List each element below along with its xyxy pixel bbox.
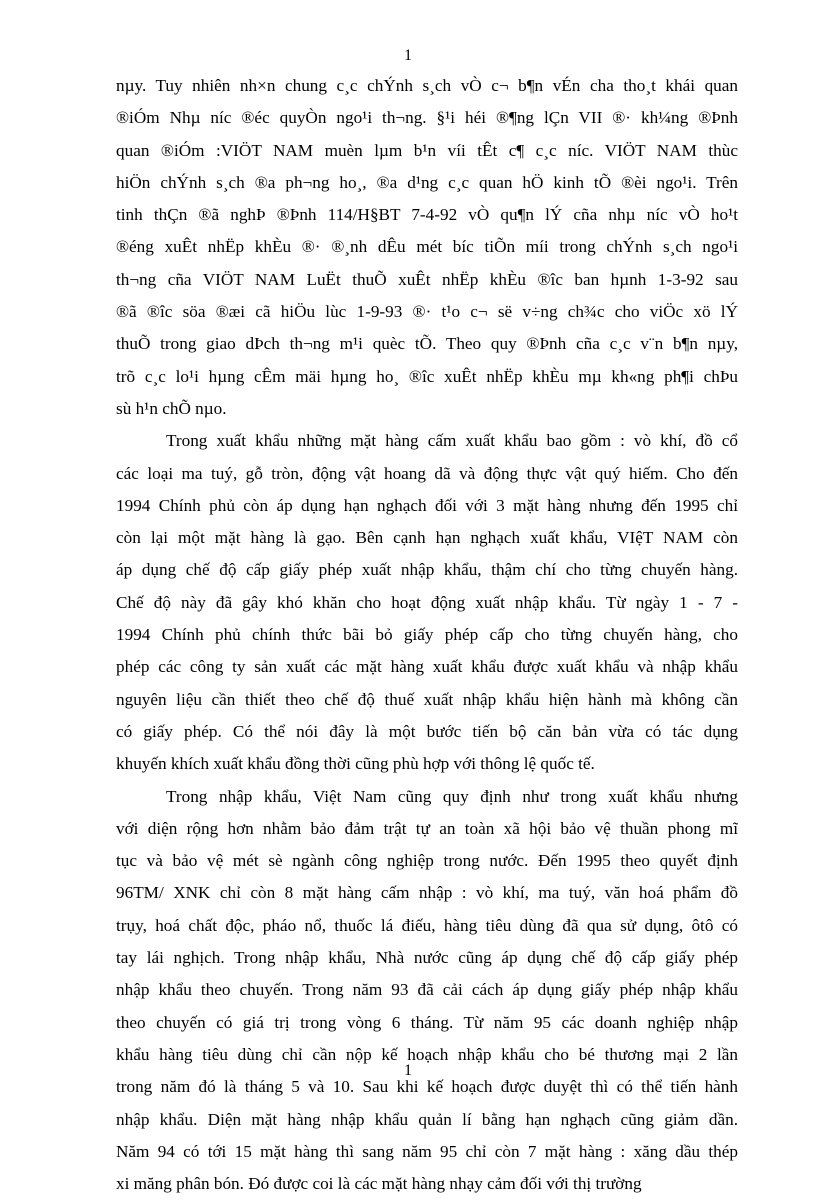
text-line: 1994 Chính phủ còn áp dụng hạn nghạch đối với 3 mặt hàng nhưng đến 1995 chỉ xyxy=(116,495,738,515)
text-line: phép các công ty sản xuất các mặt hàng xuất khẩu được xuất khẩu và nhập khẩu xyxy=(116,657,738,677)
page-number-bottom: 1 xyxy=(404,1062,412,1079)
paragraph xyxy=(116,70,738,425)
text-line: nguyên liệu cần thiết theo chế độ thuế xuất nhập khẩu hiện hành mà không cần xyxy=(116,689,738,709)
page-number-top: 1 xyxy=(404,47,412,64)
text-line: Chế độ này đã gây khó khăn cho hoạt động xuất nhập khẩu. Từ ngày 1 - 7 - xyxy=(116,592,738,612)
text-line: thuÕ trong giao dÞch th¬ng m¹i quèc tÕ. Theo quy ®Þnh cña c¸c v¨n b¶n nµy, xyxy=(116,334,738,354)
text-line: hiÖn chÝnh s¸ch ®a ph¬ng ho¸, ®a d¹ng c¸c quan hÖ kinh tÕ ®èi ngo¹i. Trên xyxy=(116,172,738,192)
text-line: áp dụng chế độ cấp giấy phép xuất nhập khẩu, thậm chí cho từng chuyến hàng. xyxy=(116,560,738,580)
text-line: có giấy phép. Có thể nói đây là một bước tiến bộ căn bản vừa có tác dụng xyxy=(116,721,738,741)
text-line: nµy. Tuy nhiên nh×n chung c¸c chÝnh s¸ch vÒ c¬ b¶n vÉn cha tho¸t khái quan xyxy=(116,76,738,95)
text-line: quan ®iÓm :VIÖT NAM muèn lµm b¹n víi tÊt c¶ c¸c níc. VIÖT NAM thùc xyxy=(116,140,738,160)
text-line: nhập khẩu theo chuyến. Trong năm 93 đã cải cách áp dụng giấy phép nhập khẩu xyxy=(116,980,738,1000)
text-line: với diện rộng hơn nhằm bảo đảm trật tự an toàn xã hội bảo vệ thuần phong mĩ xyxy=(116,818,738,838)
text-line: còn lại một mặt hàng là gạo. Bên cạnh hạn nghạch xuất khẩu, VIệT NAM còn xyxy=(116,528,738,548)
text-line: ®ã ®îc söa ®æi cã hiÖu lùc 1-9-93 ®· t¹o c¬ së v÷ng ch¾c cho viÖc xö lÝ xyxy=(116,302,738,322)
text-line: khẩu hàng tiêu dùng chỉ cần nộp kế hoạch nhập khẩu cho bé thương mại 2 lần xyxy=(116,1044,738,1064)
text-line: khuyến khích xuất khẩu đồng thời cũng phù hợp với thông lệ quốc tế. xyxy=(116,754,595,774)
paragraph xyxy=(116,425,738,780)
text-line: Năm 94 có tới 15 mặt hàng thì sang năm 95 chỉ còn 7 mặt hàng : xăng dầu thép xyxy=(116,1141,738,1161)
text-line: theo chuyến có giá trị trong vòng 6 tháng. Từ năm 95 các doanh nghiệp nhập xyxy=(116,1012,738,1032)
text-line: trụy, hoá chất độc, pháo nổ, thuốc lá điếu, hàng tiêu dùng đã qua sử dụng, ôtô có xyxy=(116,915,738,935)
document-body xyxy=(116,70,738,1200)
text-line: tục và bảo vệ mét sè ngành công nghiệp trong nước. Đến 1995 theo quyết định xyxy=(116,851,738,871)
text-line: sù h¹n chÕ nµo. xyxy=(116,398,227,418)
text-line: trong năm đó là tháng 5 và 10. Sau khi kế hoạch được duyệt thì có thể tiến hành xyxy=(116,1077,738,1097)
text-line: Trong nhập khẩu, Việt Nam cũng quy định như trong xuất khẩu nhưng xyxy=(166,786,738,806)
text-line: trõ c¸c lo¹i hµng cÊm mäi hµng ho¸ ®îc xuÊt nhËp khÈu mµ kh«ng ph¶i chÞu xyxy=(116,366,738,386)
text-line: 1994 Chính phủ chính thức bãi bỏ giấy phép cấp cho từng chuyến hàng, cho xyxy=(116,625,738,645)
text-line: th¬ng cña VIÖT NAM LuËt thuÕ xuÊt nhËp khÈu ®îc ban hµnh 1-3-92 sau xyxy=(116,269,738,289)
text-line: xi măng phân bón. Đó được coi là các mặt hàng nhạy cảm đối với thị trường xyxy=(116,1174,642,1194)
paragraph xyxy=(116,781,738,1200)
text-line: Trong xuất khẩu những mặt hàng cấm xuất khẩu bao gồm : vò khí, đồ cổ xyxy=(166,431,738,451)
text-line: ®éng xuÊt nhËp khÈu ®· ®¸nh dÊu mét bíc tiÕn míi trong chÝnh s¸ch ngo¹i xyxy=(116,237,738,257)
text-line: nhập khẩu. Diện mặt hàng nhập khẩu quản lí bằng hạn nghạch cũng giảm dần. xyxy=(116,1109,738,1129)
text-line: tinh thÇn ®ã nghÞ ®Þnh 114/H§BT 7-4-92 vÒ qu¶n lÝ cña nhµ níc vÒ ho¹t xyxy=(116,205,738,225)
text-line: các loại ma tuý, gỗ tròn, động vật hoang dã và động thực vật quý hiếm. Cho đến xyxy=(116,463,738,483)
text-line: 96TM/ XNK chỉ còn 8 mặt hàng cấm nhập : vò khí, ma tuý, văn hoá phẩm đồ xyxy=(116,883,738,903)
text-line: tay lái nghịch. Trong nhập khẩu, Nhà nước cũng áp dụng chế độ cấp giấy phép xyxy=(116,948,738,968)
text-line: ®iÓm Nhµ níc ®éc quyÒn ngo¹i th¬ng. §¹i héi ®¶ng lÇn VII ®· kh¼ng ®Þnh xyxy=(116,108,738,128)
